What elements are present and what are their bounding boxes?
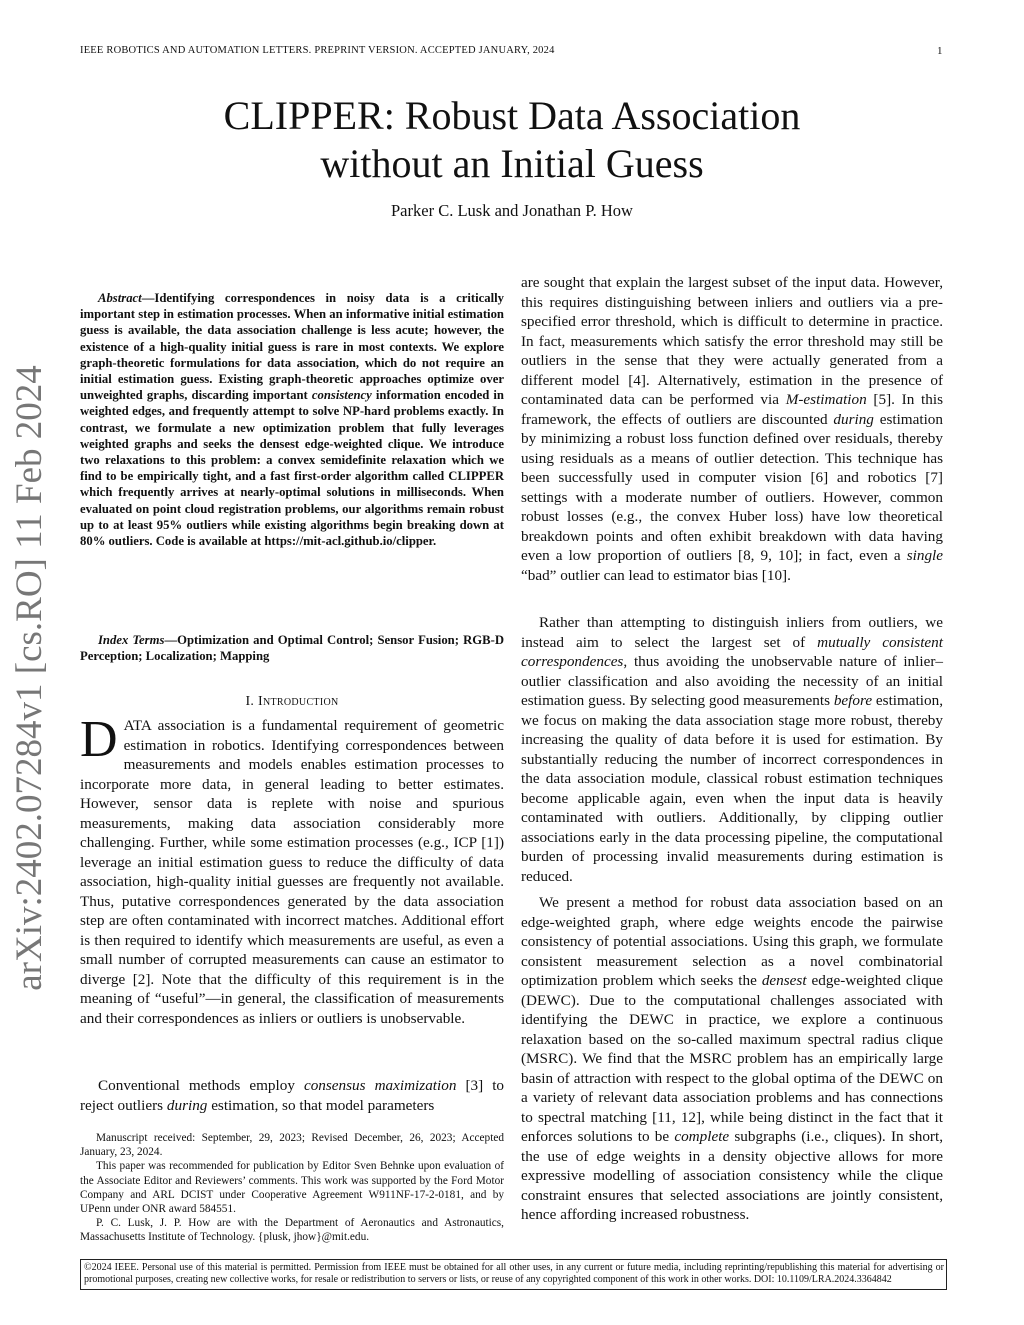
- abstract-emphasis: consistency: [311, 388, 372, 403]
- index-terms-text: —Optimization and Optimal Control; Sensor Fusion; RGB-D Perception; Localization; Mapping: [80, 633, 504, 664]
- col2-p1-text-b: [5]. In this framework, the effects of outliers are discounted: [521, 391, 943, 428]
- intro-p2-text-c: estimation, so that model parameters: [207, 1096, 435, 1114]
- intro-p2-text-b: [3] to reject outliers: [80, 1077, 505, 1114]
- abstract: [80, 290, 504, 549]
- col2-p1-emphasis-1: M-estimation: [785, 391, 867, 408]
- copyright-notice: ©2024 IEEE. Personal use of this material is permitted. Permission from IEEE must be obtained for all other uses, in any current or future media, including reprinting/republishing this material for advertising or promotional purposes, creating new collective works, for resale or redistribution to servers or lists, or reuse of any copyrighted component of this work in other works. DOI: 10.1109/LRA.2024.3364842: [80, 1259, 947, 1290]
- page-number: 1: [937, 45, 943, 57]
- col2-p3-text-c: subgraphs (i.e., cliques). In short, the use of edge weights in a density objective allows for more expressive modelling of association consistency while the clique constraint ensures that selected associations are jointly consistent, hence affording increased robustness.: [521, 1128, 943, 1223]
- index-terms-label: Index Terms: [98, 633, 165, 647]
- col2-p2-text-b: , thus avoiding the unobservable nature of inlier–outlier classification and also avoiding the necessity of an initial estimation guess. By selecting good measurements: [521, 653, 943, 709]
- paper-title: [0, 92, 1024, 188]
- abstract-label: Abstract: [98, 291, 142, 305]
- footnote-recommendation: This paper was recommended for publication by Editor Sven Behnke upon evaluation of the Associate Editor and Reviewers’ comments. This work was supported by the Ford Motor Company and ARL DCIST under Cooperative Agreement W911NF-17-2-0181, and by UPenn under ONR award 584551.: [80, 1160, 504, 1216]
- intro-paragraph-2: [80, 1076, 504, 1115]
- title-line-1: CLIPPER: Robust Data Association: [223, 93, 801, 138]
- abstract-text-2: information encoded in weighted edges, and frequently attempt to solve NP-hard problems exactly. In contrast, we formulate a new optimization problem that fully leverages weighted graphs and seeks the densest edge-weighted clique. We introduce two relaxations to this problem: a convex semidefinite relaxation which we find to be empirically tight, and a fast first-order algorithm called CLIPPER which frequently arrives at nearly-optimal solutions in milliseconds. When evaluated on point cloud registration problems, our algorithms remain robust up to at least 95% outliers while existing algorithms begin breaking down at 80% outliers. Code is available at https://mit-acl.github.io/clipper.: [80, 388, 504, 549]
- col2-p2-text-c: estimation, we focus on making the data association stage more robust, thereby increasing the quality of data before it is used for estimation. By substantially reducing the number of incorrect correspondences in the data association module, classical robust estimation techniques become applicable again, even when the input data is heavily contaminated with outliers. Additionally, by clipping outlier associations early in the data processing pipeline, the computational burden of processing invalid measurements during estimation is reduced.: [521, 692, 943, 885]
- col2-paragraph-1: [521, 273, 943, 585]
- col2-p2-emphasis-1: mutually consistent correspondences: [521, 633, 943, 670]
- col2-paragraph-2: [521, 613, 943, 886]
- col2-p1-text-d: “bad” outlier can lead to estimator bias [10].: [521, 566, 791, 584]
- col2-p1-text-a: are sought that explain the largest subset of the input data. However, this requires distinguishing between inliers and outliers via a pre-specified error threshold, which is difficult to determine in practice. In fact, measurements which satisfy the error threshold may still be outliers in the sense that they were actually generated from a different model [4]. Alternatively, estimation in the presence of contaminated data can be performed via: [521, 274, 943, 408]
- footnote-received: Manuscript received: September, 29, 2023; Revised December, 26, 2023; Accepted January, 23, 2024.: [80, 1132, 504, 1159]
- col2-p1-text-c: estimation by minimizing a robust loss function defined over residuals, thereby using residuals as a means of outlier detection. This technique has been successfully used in computer vision [6] and robotics [7] settings with a moderate number of outliers. However, common robust losses (e.g., the convex Huber loss) have low theoretical breakdown points and often exhibit breakdown with data having even a low proportion of outliers [8, 9, 10]; in fact, even a: [521, 410, 943, 564]
- abstract-text: —Identifying correspondences in noisy data is a critically important step in estimation processes. When an informative initial estimation guess is available, the data association challenge is less acute; however, the existence of a high-quality initial guess is rare in most contexts. We explore graph-theoretic formulations for data association, which do not require an initial estimation guess. Existing graph-theoretic approaches optimize over unweighted graphs, discarding important: [80, 291, 504, 403]
- intro-p2-emphasis-1: consensus maximization: [303, 1077, 457, 1094]
- col2-p1-emphasis-2: during: [833, 410, 874, 428]
- title-line-2: without an Initial Guess: [320, 141, 704, 186]
- drop-cap: D: [80, 711, 118, 768]
- footnotes: [80, 1131, 504, 1245]
- col2-p1-emphasis-3: single: [906, 547, 943, 564]
- col2-p2-text-a: Rather than attempting to distinguish inliers from outliers, we instead aim to select the largest set of: [521, 614, 943, 651]
- intro-p2-emphasis-2: during: [166, 1096, 208, 1114]
- col2-p3-text-b: edge-weighted clique (DEWC). Due to the computational challenges associated with identifying the DEWC in practice, we explore a continuous relaxation based on the so-called maximum spectral radius clique (MSRC). We find that the MSRC problem has an empirically large basin of attraction with respect to the global optima of the DEWC on a variety of relevant data association problems and has connections to spectral matching [11, 12], while being distinct in the fact that it enforces solutions to be: [521, 972, 943, 1145]
- arxiv-stamp: arXiv:2402.07284v1 [cs.RO] 11 Feb 2024: [9, 365, 50, 991]
- col2-p2-emphasis-2: before: [833, 692, 873, 709]
- authors: Parker C. Lusk and Jonathan P. How: [391, 201, 633, 220]
- col2-p3-text-a: We present a method for robust data association based on an edge-weighted graph, where edge weights encode the pairwise consistency of potential associations. Using this graph, we formulate consistent measurement selection as a novel combinatorial optimization problem which seeks the: [521, 894, 943, 989]
- intro-p2-text-a: Conventional methods employ: [98, 1077, 304, 1094]
- intro-p1-text: ATA association is a fundamental requirement of geometric estimation in robotics. Identifying correspondences between measurements and models enables estimation processes to incorporate more data, in general leading to better estimates. However, sensor data is replete with noise and spurious measurements, making data association considerably more challenging. Further, while some estimation processes (e.g., ICP [1]) leverage an initial estimation guess to reduce the difficulty of data association, high-quality initial guesses are frequently not available. Thus, putative correspondences generated by the data association step are often contaminated with incorrect matches. Additional effort is then required to identify which measurements are useful, as even a small number of corrupted measurements can cause an estimator to diverge [2]. Note that the difficulty of this requirement is in the meaning of “useful”—in general, the classification of measurements and their correspondences as inliers or outliers is unobservable.: [80, 717, 504, 1027]
- intro-paragraph-1: [80, 711, 504, 1028]
- col2-p3-emphasis-2: complete: [674, 1128, 730, 1145]
- col2-paragraph-3: [521, 893, 943, 1225]
- running-header: IEEE ROBOTICS AND AUTOMATION LETTERS. PREPRINT VERSION. ACCEPTED JANUARY, 2024: [80, 45, 555, 56]
- section-heading: I. Introduction: [245, 694, 339, 709]
- index-terms: [80, 632, 504, 664]
- col2-p3-emphasis-1: densest: [761, 972, 807, 989]
- footnote-affiliation: P. C. Lusk, J. P. How are with the Department of Aeronautics and Astronautics, Massachusetts Institute of Technology. {plusk, jhow}@mit.edu.: [80, 1217, 504, 1244]
